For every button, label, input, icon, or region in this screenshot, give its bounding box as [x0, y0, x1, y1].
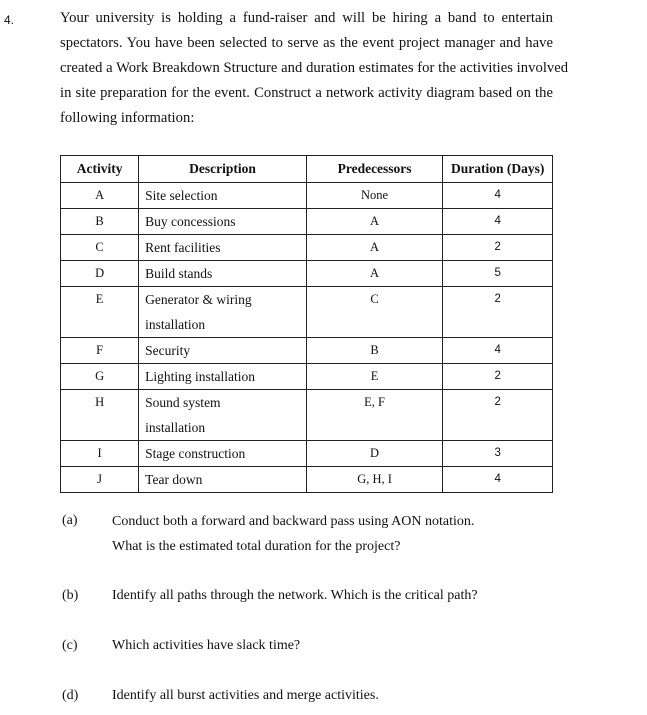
cell-predecessors: B	[306, 338, 443, 364]
cell-description	[139, 183, 307, 209]
sub-question-label: (d)	[62, 688, 79, 703]
cell-predecessors: C	[306, 287, 443, 338]
cell-description	[139, 338, 307, 364]
table-body	[61, 183, 553, 493]
sub-question-text	[112, 509, 474, 559]
cell-duration: 4	[443, 209, 553, 235]
cell-predecessors: A	[306, 209, 443, 235]
intro-line: Your university is holding a fund-raiser and will be hiring a band to entertain	[60, 10, 553, 26]
sub-question-line: Identify all burst activities and merge activities.	[112, 688, 379, 703]
sub-question-line: What is the estimated total duration for the project?	[112, 539, 401, 554]
question-intro	[60, 6, 569, 131]
intro-line: created a Work Breakdown Structure and duration estimates for the activities involved	[60, 60, 569, 76]
table-row	[61, 441, 553, 467]
cell-predecessors: D	[306, 441, 443, 467]
cell-activity: G	[61, 364, 139, 390]
intro-line: in site preparation for the event. Construct a network activity diagram based on the	[60, 85, 553, 101]
sub-question-label: (a)	[62, 513, 78, 528]
cell-description	[139, 390, 307, 441]
cell-predecessors: E	[306, 364, 443, 390]
description-line: Rent facilities	[145, 240, 221, 255]
cell-predecessors: None	[306, 183, 443, 209]
header-description: Description	[139, 156, 307, 183]
table-header-row	[61, 156, 553, 183]
cell-activity: F	[61, 338, 139, 364]
table-row	[61, 209, 553, 235]
cell-description	[139, 209, 307, 235]
description-line: Site selection	[145, 188, 218, 203]
sub-question-text	[112, 583, 478, 608]
table-row	[61, 287, 553, 338]
description-line: Build stands	[145, 266, 213, 281]
cell-duration: 4	[443, 183, 553, 209]
cell-activity: I	[61, 441, 139, 467]
description-line: installation	[145, 420, 206, 435]
cell-description	[139, 287, 307, 338]
cell-duration: 2	[443, 390, 553, 441]
cell-activity: A	[61, 183, 139, 209]
cell-duration: 2	[443, 287, 553, 338]
cell-duration: 4	[443, 338, 553, 364]
sub-question-line: Which activities have slack time?	[112, 638, 301, 653]
sub-question-text	[112, 633, 300, 658]
cell-description	[139, 261, 307, 287]
cell-predecessors: E, F	[306, 390, 443, 441]
sub-question-line: Conduct both a forward and backward pass using AON notation.	[112, 514, 475, 529]
wbs-table	[60, 155, 553, 493]
table-row	[61, 235, 553, 261]
description-line: Stage construction	[145, 446, 246, 461]
cell-description	[139, 467, 307, 493]
table-row	[61, 390, 553, 441]
description-line: Sound system	[145, 395, 221, 410]
table-row	[61, 261, 553, 287]
cell-activity: D	[61, 261, 139, 287]
cell-predecessors: G, H, I	[306, 467, 443, 493]
cell-duration: 4	[443, 467, 553, 493]
cell-description	[139, 364, 307, 390]
description-line: Tear down	[145, 472, 203, 487]
sub-question-label: (c)	[62, 638, 78, 653]
table-row	[61, 364, 553, 390]
table-row	[61, 338, 553, 364]
cell-activity: H	[61, 390, 139, 441]
sub-question-line: Identify all paths through the network. Which is the critical path?	[112, 588, 478, 603]
description-line: Generator & wiring	[145, 292, 252, 307]
description-line: Security	[145, 343, 191, 358]
intro-line: following information:	[60, 110, 195, 126]
cell-duration: 2	[443, 235, 553, 261]
question-number: 4.	[4, 13, 15, 27]
cell-duration: 3	[443, 441, 553, 467]
cell-duration: 5	[443, 261, 553, 287]
table-row	[61, 467, 553, 493]
cell-activity: E	[61, 287, 139, 338]
description-line: Lighting installation	[145, 369, 256, 384]
cell-predecessors: A	[306, 261, 443, 287]
cell-predecessors: A	[306, 235, 443, 261]
cell-description	[139, 235, 307, 261]
intro-line: spectators. You have been selected to serve as the event project manager and have	[60, 35, 553, 51]
table-row	[61, 183, 553, 209]
sub-question-label: (b)	[62, 588, 79, 603]
header-predecessors: Predecessors	[306, 156, 443, 183]
cell-duration: 2	[443, 364, 553, 390]
cell-activity: B	[61, 209, 139, 235]
cell-activity: C	[61, 235, 139, 261]
header-duration: Duration (Days)	[443, 156, 553, 183]
description-line: installation	[145, 317, 206, 332]
description-line: Buy concessions	[145, 214, 236, 229]
cell-activity: J	[61, 467, 139, 493]
header-activity: Activity	[61, 156, 139, 183]
cell-description	[139, 441, 307, 467]
sub-question-text	[112, 683, 379, 708]
